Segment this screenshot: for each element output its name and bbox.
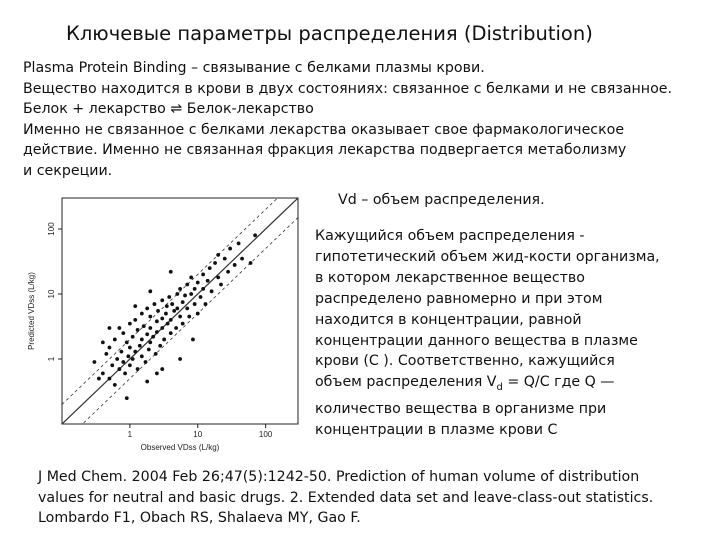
data-point [131, 335, 135, 339]
data-point [125, 396, 129, 400]
x-tick-label: 10 [193, 430, 203, 439]
data-point [121, 331, 125, 335]
data-point [160, 326, 164, 330]
data-point [169, 331, 173, 335]
data-point [216, 276, 220, 280]
vd-line: находится в концентрации, равной [315, 311, 582, 328]
data-point [175, 292, 179, 296]
vd-title: Vd – объем распределения. [338, 192, 545, 208]
data-point [183, 294, 187, 298]
data-point [138, 344, 142, 348]
data-point [155, 372, 159, 376]
data-point [164, 312, 168, 316]
data-point [240, 257, 244, 261]
data-point [128, 363, 132, 367]
vd-formula-prefix: объем распределения V [315, 374, 497, 391]
data-point [223, 257, 227, 261]
intro-paragraph [23, 58, 703, 182]
x-axis-label: Observed VDss (L/kg) [140, 443, 220, 452]
data-point [148, 289, 152, 293]
data-point [210, 289, 214, 293]
data-point [110, 363, 114, 367]
data-point [97, 377, 101, 381]
data-point [119, 350, 123, 354]
data-point [178, 315, 182, 319]
data-point [189, 276, 193, 280]
data-point [166, 322, 170, 326]
data-point [178, 287, 182, 291]
data-point [199, 295, 203, 299]
reference-citation [38, 467, 708, 529]
data-point [115, 357, 119, 361]
data-point [104, 352, 108, 356]
vd-line: количество вещества в организме при [315, 401, 607, 418]
data-point [117, 326, 121, 330]
data-point [154, 352, 158, 356]
data-point [101, 341, 105, 345]
data-point [201, 273, 205, 277]
data-point [178, 357, 182, 361]
data-point [123, 372, 127, 376]
data-point [185, 283, 189, 287]
vd-formula-suffix: = Q/C где Q — [502, 374, 615, 391]
data-point [121, 360, 125, 364]
lower-fold-line [62, 218, 298, 444]
data-point [145, 332, 149, 336]
data-point [233, 263, 237, 267]
data-point [147, 348, 151, 352]
data-point [126, 354, 130, 358]
data-point [92, 360, 96, 364]
upper-fold-line [62, 188, 298, 404]
data-point [140, 338, 144, 342]
intro-line: и секреции. [23, 162, 113, 179]
data-point [165, 304, 169, 308]
data-point [140, 354, 144, 358]
data-point [113, 338, 117, 342]
intro-line: действие. Именно не связанная фракция лекарства подвергается метаболизму [23, 142, 627, 159]
data-point [136, 328, 140, 332]
intro-line: Вещество находится в крови в двух состояниях: связанное с белками и не связанное. [23, 80, 673, 97]
vd-subscript: d [496, 382, 503, 394]
data-point [148, 315, 152, 319]
vd-line: распределено равномерно и при этом [315, 290, 603, 307]
reference-line: values for neutral and basic drugs. 2. Extended data set and leave-class-out statistics. [38, 489, 654, 506]
data-point [160, 298, 164, 302]
data-point [249, 261, 253, 265]
data-point [172, 309, 176, 313]
data-point [162, 338, 166, 342]
data-point [125, 341, 129, 345]
data-point [108, 377, 112, 381]
data-point [148, 326, 152, 330]
data-point [133, 318, 137, 322]
data-point [193, 302, 197, 306]
data-point [144, 360, 148, 364]
vd-line: концентрации данного вещества в плазме [315, 332, 638, 349]
data-point [128, 346, 132, 350]
data-point [201, 287, 205, 291]
vd-line: Кажущийся объем распределения - [315, 228, 585, 244]
data-point [191, 338, 195, 342]
vd-description [315, 226, 695, 441]
intro-line: Белок + лекарство ⇌ Белок-лекарство [23, 101, 314, 118]
data-point [142, 324, 146, 328]
data-point [187, 315, 191, 319]
vd-line: концентрации в плазме крови С [315, 421, 558, 438]
data-point [196, 281, 200, 285]
data-point [237, 242, 241, 246]
data-point [181, 322, 185, 326]
data-point [170, 302, 174, 306]
vd-line: гипотетический объем жид-кости организма, [315, 248, 660, 265]
data-point [185, 307, 189, 311]
vd-line: в котором лекарственное вещество [315, 269, 585, 286]
intro-line: Plasma Protein Binding – связывание с белками плазмы крови. [23, 60, 485, 76]
data-point [117, 367, 121, 371]
data-point [213, 261, 217, 265]
data-point [113, 383, 117, 387]
data-point [193, 287, 197, 291]
data-point [108, 346, 112, 350]
data-point [189, 292, 193, 296]
data-point [160, 367, 164, 371]
data-point [226, 270, 230, 274]
data-point [208, 266, 212, 270]
data-point [136, 367, 140, 371]
data-point [131, 357, 135, 361]
data-point [133, 304, 137, 308]
vd-formula-line [315, 372, 695, 399]
data-point [133, 350, 137, 354]
data-point [160, 317, 164, 321]
vdss-scatter-plot [20, 188, 302, 460]
data-point [148, 341, 152, 345]
data-point [216, 253, 220, 257]
data-point [204, 302, 208, 306]
reference-line: Lombardo F1, Obach RS, Shalaeva MY, Gao F. [38, 510, 361, 527]
data-point [153, 302, 157, 306]
data-point [155, 330, 159, 334]
data-point [167, 295, 171, 299]
intro-line: Именно не связанное с белками лекарства оказывает свое фармакологическое [23, 121, 625, 138]
data-point [196, 312, 200, 316]
data-point [155, 319, 159, 323]
data-point [175, 307, 179, 311]
y-tick-label: 10 [47, 289, 56, 299]
y-tick-label: 100 [47, 222, 56, 236]
data-point [219, 283, 223, 287]
x-tick-label: 1 [127, 430, 133, 439]
reference-line: J Med Chem. 2004 Feb 26;47(5):1242-50. Prediction of human volume of distribution [38, 469, 640, 485]
data-point [181, 300, 185, 304]
x-tick-label: 100 [258, 430, 273, 439]
y-tick-label: 1 [47, 356, 56, 362]
data-point [253, 233, 257, 237]
data-point [156, 309, 160, 313]
data-point [169, 318, 173, 322]
data-point [169, 270, 173, 274]
data-point [206, 279, 210, 283]
data-point [101, 372, 105, 376]
identity-line [62, 198, 298, 424]
data-point [145, 307, 149, 311]
y-axis-label: Predicted VDss (L/kg) [27, 272, 36, 350]
vd-line: крови (С ). Соответственно, кажущийся [315, 353, 615, 370]
slide-title: Ключевые параметры распределения (Distribution) [66, 22, 593, 45]
data-point [140, 312, 144, 316]
data-point [128, 322, 132, 326]
data-point [228, 247, 232, 251]
data-point [108, 326, 112, 330]
data-point [145, 380, 149, 384]
data-point [158, 344, 162, 348]
data-point [151, 335, 155, 339]
data-point [174, 326, 178, 330]
